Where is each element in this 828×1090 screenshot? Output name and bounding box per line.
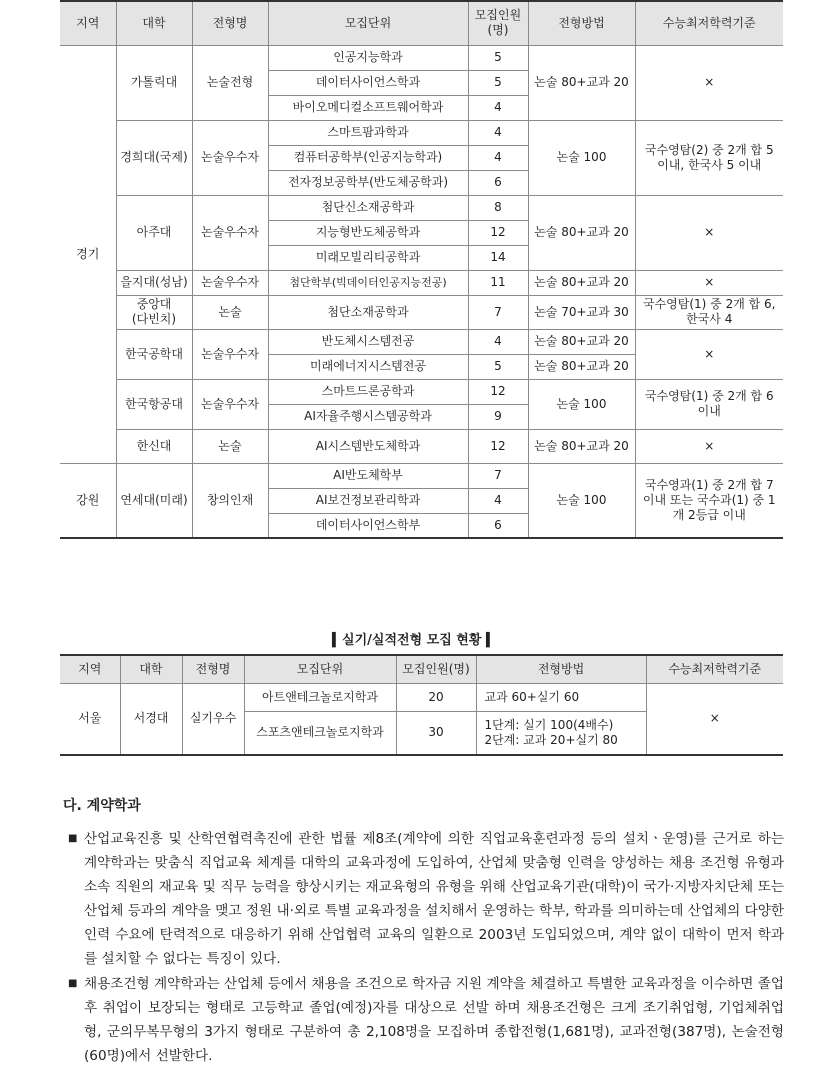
univ-cell: 가톨릭대 — [116, 45, 192, 120]
count-cell: 4 — [468, 145, 528, 170]
paragraph — [68, 972, 784, 1068]
unit-cell: 첨단신소재공학과 — [268, 195, 468, 220]
title-bar-icon: ▍ — [481, 633, 496, 648]
type-cell: 논술 — [192, 429, 268, 463]
type-cell: 논술우수자 — [192, 379, 268, 429]
type-cell: 논술우수자 — [192, 120, 268, 195]
min-cell: 국수영탐(2) 중 2개 합 5 이내, 한국사 5 이내 — [635, 120, 783, 195]
count-cell: 7 — [468, 295, 528, 329]
count-cell: 11 — [468, 270, 528, 295]
header-cell: 대학 — [116, 1, 192, 45]
header-cell: 모집인원 (명) — [468, 1, 528, 45]
unit-cell: 데이터사이언스학과 — [268, 70, 468, 95]
method-cell: 논술 80+교과 20 — [528, 195, 635, 270]
univ-cell: 경희대(국제) — [116, 120, 192, 195]
unit-cell: 첨단소재공학과 — [268, 295, 468, 329]
method-line: 2단계: 교과 20+실기 80 — [484, 732, 618, 747]
type-cell: 논술우수자 — [192, 195, 268, 270]
header-cell: 모집단위 — [244, 655, 396, 683]
count-cell: 6 — [468, 170, 528, 195]
header-cell: 전형방법 — [528, 1, 635, 45]
count-cell: 4 — [468, 120, 528, 145]
header-cell: 전형명 — [192, 1, 268, 45]
unit-cell: 미래에너지시스템전공 — [268, 354, 468, 379]
header-cell: 수능최저학력기준 — [635, 1, 783, 45]
count-cell: 12 — [468, 379, 528, 404]
univ-cell: 한신대 — [116, 429, 192, 463]
univ-cell: 연세대(미래) — [116, 463, 192, 538]
paragraph — [68, 827, 784, 971]
unit-cell: 미래모빌리티공학과 — [268, 245, 468, 270]
method-cell — [476, 711, 646, 755]
square-bullet-icon: ■ — [68, 978, 78, 989]
count-cell: 5 — [468, 354, 528, 379]
unit-cell: AI시스템반도체학과 — [268, 429, 468, 463]
header-cell: 모집인원(명) — [396, 655, 476, 683]
count-cell: 5 — [468, 45, 528, 70]
min-cell: 국수영탐(1) 중 2개 합 6 이내 — [635, 379, 783, 429]
method-cell: 논술 100 — [528, 120, 635, 195]
type-cell: 논술전형 — [192, 45, 268, 120]
min-cell: × — [635, 429, 783, 463]
min-cell: × — [635, 45, 783, 120]
unit-cell: AI보건정보관리학과 — [268, 488, 468, 513]
univ-cell: 을지대(성남) — [116, 270, 192, 295]
method-cell: 논술 80+교과 20 — [528, 354, 635, 379]
section-title: 다. 계약학과 — [63, 798, 141, 814]
min-cell: × — [635, 270, 783, 295]
table-row — [60, 379, 783, 404]
region-cell: 강원 — [60, 463, 116, 538]
count-cell: 9 — [468, 404, 528, 429]
header-cell: 대학 — [120, 655, 182, 683]
table-practical — [60, 654, 783, 756]
table-row — [60, 270, 783, 295]
type-cell: 논술 — [192, 295, 268, 329]
header-cell: 지역 — [60, 655, 120, 683]
min-cell: 국수영탐(1) 중 2개 합 6, 한국사 4 — [635, 295, 783, 329]
unit-cell: AI반도체학부 — [268, 463, 468, 488]
min-cell: × — [646, 683, 783, 755]
count-cell: 7 — [468, 463, 528, 488]
unit-cell: 인공지능학과 — [268, 45, 468, 70]
header-cell: 모집단위 — [268, 1, 468, 45]
min-cell: 국수영과(1) 중 2개 합 7 이내 또는 국수과(1) 중 1개 2등급 이내 — [635, 463, 783, 538]
method-line: 1단계: 실기 100(4배수) — [484, 717, 614, 732]
method-cell: 논술 80+교과 20 — [528, 45, 635, 120]
method-cell: 논술 100 — [528, 379, 635, 429]
univ-cell: 한국공학대 — [116, 329, 192, 379]
table-row — [60, 429, 783, 463]
table-row — [60, 45, 783, 70]
header-cell: 지역 — [60, 1, 116, 45]
header-cell: 전형명 — [182, 655, 244, 683]
univ-cell: 한국항공대 — [116, 379, 192, 429]
table-nonsul — [60, 0, 783, 539]
unit-cell: 바이오메디컬소프트웨어학과 — [268, 95, 468, 120]
type-cell: 창의인재 — [192, 463, 268, 538]
univ-cell: 아주대 — [116, 195, 192, 270]
table-row — [60, 195, 783, 220]
method-cell: 논술 80+교과 20 — [528, 329, 635, 354]
table-row — [60, 683, 783, 711]
method-cell: 논술 80+교과 20 — [528, 429, 635, 463]
unit-cell: 컴퓨터공학부(인공지능학과) — [268, 145, 468, 170]
unit-cell: 반도체시스템전공 — [268, 329, 468, 354]
count-cell: 4 — [468, 95, 528, 120]
type-cell: 논술우수자 — [192, 329, 268, 379]
method-cell: 논술 100 — [528, 463, 635, 538]
table-header-row — [60, 1, 783, 45]
unit-cell: 데이터사이언스학부 — [268, 513, 468, 538]
method-cell: 교과 60+실기 60 — [476, 683, 646, 711]
unit-cell: 첨단학부(빅데이터인공지능전공) — [268, 270, 468, 295]
header-cell: 전형방법 — [476, 655, 646, 683]
min-cell: × — [635, 329, 783, 379]
table-row — [60, 329, 783, 354]
paragraph-text: 채용조건형 계약학과는 산업체 등에서 채용을 조건으로 학자금 지원 계약을 체결하고 특별한 교육과정을 이수하면 졸업 후 취업이 보장되는 형태로 고등학교 졸업(예정)자를 대상으로 선발 하며 채용조건형은 크게 조기취업형, 기업체취업형, 군의무복무형의 3가지 형태로 구분하여 총 2,108명을 모집하며 종합전형(1,681명), 교과전형(387명), 논술전형(60명)에서 선발한다. — [84, 976, 784, 1064]
table2-title: ▍실기/실적전형 모집 현황 ▍ — [332, 633, 496, 648]
count-cell: 12 — [468, 429, 528, 463]
square-bullet-icon: ■ — [68, 833, 78, 844]
unit-cell: AI자율주행시스템공학과 — [268, 404, 468, 429]
count-cell: 4 — [468, 329, 528, 354]
unit-cell: 지능형반도체공학과 — [268, 220, 468, 245]
count-cell: 30 — [396, 711, 476, 755]
method-cell: 논술 70+교과 30 — [528, 295, 635, 329]
count-cell: 12 — [468, 220, 528, 245]
table-header-row — [60, 655, 783, 683]
header-cell: 수능최저학력기준 — [646, 655, 783, 683]
unit-cell: 스마트드론공학과 — [268, 379, 468, 404]
count-cell: 8 — [468, 195, 528, 220]
count-cell: 20 — [396, 683, 476, 711]
type-cell: 실기우수 — [182, 683, 244, 755]
table-row — [60, 120, 783, 145]
region-cell: 서울 — [60, 683, 120, 755]
method-cell: 논술 80+교과 20 — [528, 270, 635, 295]
type-cell: 논술우수자 — [192, 270, 268, 295]
univ-cell: 중앙대 (다빈치) — [116, 295, 192, 329]
table-row — [60, 295, 783, 329]
title-bar-icon: ▍ — [332, 633, 343, 648]
count-cell: 4 — [468, 488, 528, 513]
univ-cell: 서경대 — [120, 683, 182, 755]
table-row — [60, 463, 783, 488]
paragraph-text: 산업교육진흥 및 산학연협력촉진에 관한 법률 제8조(계약에 의한 직업교육훈련과정 등의 설치ㆍ운영)를 근거로 하는 계약학과는 맞춤식 직업교육 체계를 대학의 교육과정에 도입하여, 산업체 맞춤형 인력을 양성하는 채용 조건형 유형과 소속 직원의 재교육 및 직무 능력을 향상시키는 재교육형의 유형을 위해 산업교육기관(대학)이 국가·지방자치단체 또는 산업체 등과의 계약을 맺고 정원 내·외로 특별 교육과정을 설치해서 운영하는 학부, 학과를 의미하는데 산업체의 다양한 인력 수요에 탄력적으로 대응하기 위해 산업협력 교육의 일환으로 2003년 도입되었으며, 계약 없이 대학이 먼저 학과를 설치할 수 없다는 특징이 있다. — [84, 831, 784, 967]
min-cell: × — [635, 195, 783, 270]
unit-cell: 전자정보공학부(반도체공학과) — [268, 170, 468, 195]
count-cell: 14 — [468, 245, 528, 270]
unit-cell: 스포츠앤테크놀로지학과 — [244, 711, 396, 755]
count-cell: 5 — [468, 70, 528, 95]
count-cell: 6 — [468, 513, 528, 538]
unit-cell: 스마트팜과학과 — [268, 120, 468, 145]
region-cell: 경기 — [60, 45, 116, 463]
unit-cell: 아트앤테크놀로지학과 — [244, 683, 396, 711]
